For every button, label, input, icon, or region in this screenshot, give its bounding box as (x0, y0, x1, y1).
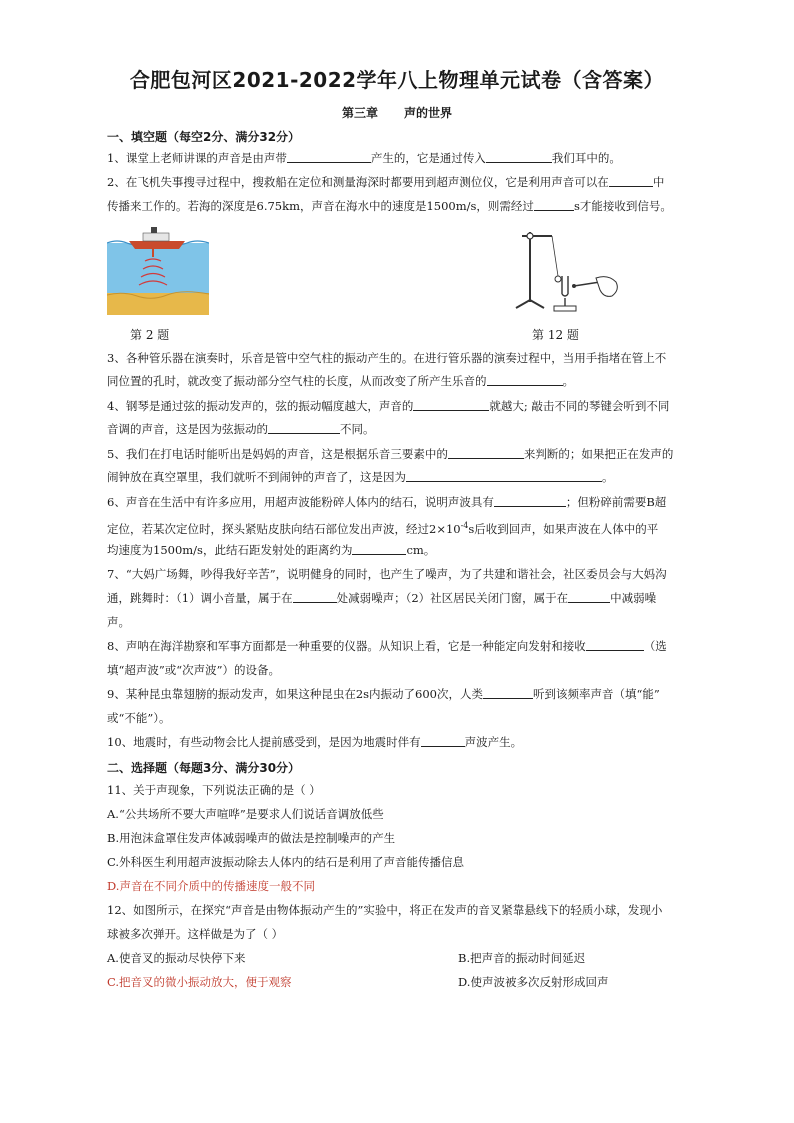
page-title: 合肥包河区2021-2022学年八上物理单元试卷（含答案） (129, 68, 665, 92)
question-12-line2: 球被多次弹开。这样做是为了（ ） (107, 927, 284, 941)
question-7-line2: 通，跳舞时：（1）调小音量，属于在 处减弱噪声；（2）社区居民关闭门窗，属于在 中减弱噪 (107, 591, 657, 605)
section-multiple-choice: 二、选择题（每题3分、满分30分） (107, 761, 301, 775)
q11-option-c[interactable]: C.外科医生利用超声波振动除去人体内的结石是利用了声音能传播信息 (107, 855, 465, 869)
chapter-topic: 声的世界 (404, 106, 453, 120)
question-8-line2: 填“超声波”或“次声波”）的设备。 (107, 663, 281, 677)
q11-option-d[interactable]: D.声音在不同介质中的传播速度一般不同 (107, 879, 315, 893)
question-7-line3: 声。 (107, 615, 130, 629)
answer-blank[interactable] (413, 398, 489, 411)
answer-blank[interactable] (293, 590, 337, 603)
question-12-line1: 12、如图所示，在探究“声音是由物体振动产生的”实验中，将正在发声的音叉紧靠悬线下的轻质小球，发现小 (107, 903, 663, 917)
answer-blank[interactable] (534, 198, 574, 211)
question-10: 10、地震时，有些动物会比人提前感受到，是因为地震时伴有 声波产生。 (107, 735, 523, 749)
question-6-line2: 定位，若某次定位时，探头紧贴皮肤向结石部位发出声波，经过$2\times 10^{-4}s$后收到回声，如果声波在人体中的平 (107, 521, 659, 536)
answer-blank[interactable] (268, 421, 340, 434)
answer-blank[interactable] (568, 590, 610, 603)
answer-blank[interactable] (352, 542, 406, 555)
answer-blank[interactable] (448, 446, 524, 459)
chapter-heading (0, 104, 794, 121)
question-9-line1: 9、某种昆虫靠翅膀的振动发声，如果这种昆虫在2s内振动了600次，人类 听到该频率声音（填“能” (107, 687, 660, 701)
question-1: 1、课堂上老师讲课的声音是由声带 产生的，它是通过传入 我们耳中的。 (107, 151, 621, 165)
question-4-line1: 4、钢琴是通过弦的振动发声的，弦的振动幅度越大，声音的 就越大; 敲击不同的琴键会听到不同 (107, 399, 670, 413)
question-9-line2: 或“不能”）。 (107, 711, 171, 725)
answer-blank[interactable] (406, 469, 602, 482)
answer-blank[interactable] (586, 638, 644, 651)
section-fill-in: 一、填空题（每空2分、满分32分） (107, 130, 301, 144)
question-6-line3: 均速度为1500m/s，此结石距发射处的距离约为 cm。 (107, 543, 436, 557)
question-5-line2: 闹钟放在真空罩里，我们就听不到闹钟的声音了，这是因为 。 (107, 470, 614, 484)
q11-option-a[interactable]: A.“公共场所不要大声喧哗”是要求人们说话音调放低些 (107, 807, 384, 821)
q12-option-d[interactable]: D.使声波被多次反射形成回声 (458, 975, 609, 989)
q12-option-c[interactable]: C.把音叉的微小振动放大，便于观察 (107, 975, 292, 989)
question-11-stem: 11、关于声现象，下列说法正确的是（ ） (107, 783, 321, 797)
answer-blank[interactable] (487, 373, 563, 386)
question-3-line1: 3、各种管乐器在演奏时，乐音是管中空气柱的振动产生的。在进行管乐器的演奏过程中，当用手指堵在管上不 (107, 351, 667, 365)
question-2-line2: 传播来工作的。若海的深度是6.75km，声音在海水中的速度是1500m/s，则需经过 s才能接收到信号。 (107, 199, 672, 213)
question-4-line2: 音调的声音，这是因为弦振动的 不同。 (107, 422, 375, 436)
question-6-line1: 6、声音在生活中有许多应用，用超声波能粉碎人体内的结石，说明声波具有 ；但粉碎前需要B超 (107, 495, 667, 509)
question-8-line1: 8、声呐在海洋勘察和军事方面都是一种重要的仪器。从知识上看，它是一种能定向发射和接收 （选 (107, 639, 667, 653)
question-2-line1: 2、在飞机失事搜寻过程中，搜救船在定位和测量海深时都要用到超声测位仪，它是利用声音可以在 中 (107, 175, 665, 189)
question-7-line1: 7、“大妈广场舞，吵得我好辛苦”，说明健身的同时，也产生了噪声，为了共建和谐社会，社区委员会与大妈沟 (107, 567, 667, 581)
answer-blank[interactable] (486, 150, 552, 163)
q12-option-b[interactable]: B.把声音的振动时间延迟 (458, 951, 586, 965)
answer-blank[interactable] (421, 734, 465, 747)
answer-blank[interactable] (609, 174, 653, 187)
question-3-line2: 同位置的孔时，就改变了振动部分空气柱的长度，从而改变了所产生乐音的 。 (107, 374, 574, 388)
chapter-name: 第三章 (341, 106, 378, 120)
answer-blank[interactable] (494, 494, 566, 507)
q11-option-b[interactable]: B.用泡沫盒罩住发声体减弱噪声的做法是控制噪声的产生 (107, 831, 396, 845)
figure-12-tuning-fork-apparatus (508, 224, 626, 320)
answer-blank[interactable] (483, 686, 533, 699)
figure-2-sonar-ship (107, 225, 209, 315)
q12-option-a[interactable]: A.使音叉的振动尽快停下来 (107, 951, 246, 965)
figure-2-caption: 第 2 题 (130, 328, 170, 342)
figure-12-caption: 第 12 题 (532, 328, 579, 342)
answer-blank[interactable] (287, 150, 371, 163)
question-5-line1: 5、我们在打电话时能听出是妈妈的声音，这是根据乐音三要素中的 来判断的；如果把正在发声的 (107, 447, 674, 461)
